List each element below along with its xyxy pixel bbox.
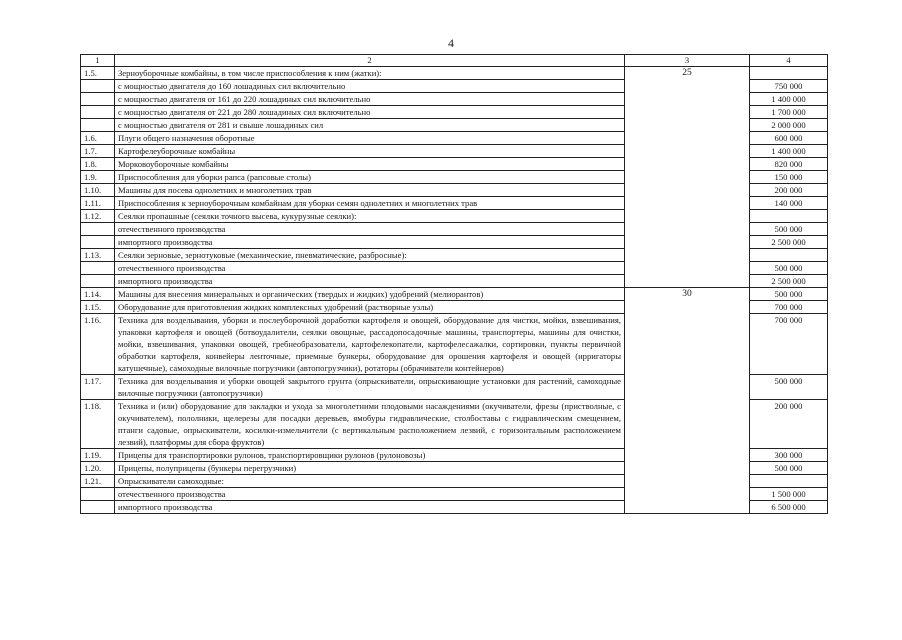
row-price: 140 000 [750,197,828,210]
row-description: Прицепы для транспортировки рулонов, транспортировщики рулонов (рулоновозы) [115,449,625,462]
equipment-price-table [80,54,828,514]
row-price: 500 000 [750,288,828,301]
row-description: с мощностью двигателя до 160 лошадиных сил включительно [115,80,625,93]
column-header: 3 [625,55,750,67]
row-description: Техника для возделывания и уборки овощей закрытого грунта (опрыскиватели, опрыскивающие установки для растений, самоходные вилочные погрузчики (автопогрузчики) [115,375,625,400]
row-price [750,210,828,223]
table-row [81,288,828,301]
row-price: 6 500 000 [750,501,828,514]
row-description: Зерноуборочные комбайны, в том числе приспособления к ним (жатки): [115,67,625,80]
row-description: импортного производства [115,501,625,514]
row-description: с мощностью двигателя от 161 до 220 лошадиных сил включительно [115,93,625,106]
row-description: с мощностью двигателя от 221 до 280 лошадиных сил включительно [115,106,625,119]
row-price [750,249,828,262]
row-number [81,93,115,106]
column-header: 2 [115,55,625,67]
row-number: 1.6. [81,132,115,145]
row-price: 500 000 [750,462,828,475]
row-number: 1.14. [81,288,115,301]
row-number: 1.15. [81,301,115,314]
row-description: Плуги общего назначения оборотные [115,132,625,145]
row-description: Сеялки зерновые, зернотуковые (механические, пневматические, разбросные): [115,249,625,262]
row-price: 500 000 [750,375,828,400]
row-price: 500 000 [750,262,828,275]
row-number [81,119,115,132]
row-price: 750 000 [750,80,828,93]
row-number [81,275,115,288]
column-header: 4 [750,55,828,67]
row-description: Машины для внесения минеральных и органических (твердых и жидких) удобрений (мелиорантов) [115,288,625,301]
row-number: 1.10. [81,184,115,197]
row-number: 1.8. [81,158,115,171]
row-number [81,223,115,236]
row-price: 500 000 [750,223,828,236]
row-number [81,80,115,93]
column-header: 1 [81,55,115,67]
row-description: отечественного производства [115,488,625,501]
row-description: Морковоуборочные комбайны [115,158,625,171]
row-number: 1.5. [81,67,115,80]
row-price: 2 000 000 [750,119,828,132]
row-description: с мощностью двигателя от 281 и свыше лошадиных сил [115,119,625,132]
table-row [81,67,828,80]
row-description: Техника для возделывания, уборки и послеуборочной доработки картофеля и овощей, оборудование для чистки, мойки, взвешивания, упаковки картофеля и овощей (ботвоудалители, сеялки овощные, рассадопосадочные машины, транспортеры, машины для очистки, мойки, взвешивания, упаковки овощей, гребнеобразователи, картофелекопатели, картофелесажалки, сортировки, пункты первичной обработки картофеля, конвейеры ленточные, приемные бункеры, оборудование для орошения картофеля и овощей (ирригаторы катушечные), самоходные вилочные погрузчики (автопогрузчики), ротаторы (обрачиватели контейнеров) [115,314,625,375]
row-price: 700 000 [750,314,828,375]
row-price: 1 400 000 [750,93,828,106]
rate-cell: 30 [625,288,750,514]
row-number: 1.20. [81,462,115,475]
row-description: импортного производства [115,236,625,249]
row-price: 300 000 [750,449,828,462]
row-price: 1 400 000 [750,145,828,158]
row-description: импортного производства [115,275,625,288]
row-price: 150 000 [750,171,828,184]
row-price: 2 500 000 [750,275,828,288]
row-number: 1.16. [81,314,115,375]
row-number [81,106,115,119]
row-number: 1.11. [81,197,115,210]
row-price: 200 000 [750,184,828,197]
row-description: Картофелеуборочные комбайны [115,145,625,158]
table-header-row [81,55,828,67]
row-description: отечественного производства [115,223,625,236]
row-description: Сеялки пропашные (сеялки точного высева, кукурузные сеялки): [115,210,625,223]
row-number: 1.18. [81,400,115,449]
row-number [81,262,115,275]
row-price: 200 000 [750,400,828,449]
row-price: 1 500 000 [750,488,828,501]
row-description: Опрыскиватели самоходные: [115,475,625,488]
row-number: 1.9. [81,171,115,184]
row-number [81,501,115,514]
row-price: 700 000 [750,301,828,314]
row-price [750,67,828,80]
page-number: 4 [448,36,454,50]
row-number: 1.19. [81,449,115,462]
row-description: отечественного производства [115,262,625,275]
row-number [81,236,115,249]
row-description: Техника и (или) оборудование для закладки и ухода за многолетними плодовыми насаждениями (окучиватели, фрезы (пристволные, с окучивателем), пололники, щелерезы для посадки деревьев, ямобуры гидравлические, столбоставы с гидравлическим смещением, птанги садовые, опрыскиватели, косилки-измельчители (с вертикальным расположением лезвий, с горизонтальным расположением лезвий), платформы для сбора фруктов) [115,400,625,449]
row-number: 1.7. [81,145,115,158]
row-price [750,475,828,488]
row-number: 1.12. [81,210,115,223]
row-number: 1.21. [81,475,115,488]
row-description: Машины для посева однолетних и многолетних трав [115,184,625,197]
row-price: 820 000 [750,158,828,171]
row-description: Прицепы, полуприцепы (бункеры перегрузчики) [115,462,625,475]
rate-cell: 25 [625,67,750,288]
row-description: Приспособления для уборки рапса (рапсовые столы) [115,171,625,184]
row-number: 1.17. [81,375,115,400]
row-price: 1 700 000 [750,106,828,119]
row-number [81,488,115,501]
row-description: Приспособления к зерноуборочным комбайнам для уборки семян однолетних и многолетних трав [115,197,625,210]
row-price: 2 500 000 [750,236,828,249]
row-description: Оборудование для приготовления жидких комплексных удобрений (растворные узлы) [115,301,625,314]
row-number: 1.13. [81,249,115,262]
row-price: 600 000 [750,132,828,145]
